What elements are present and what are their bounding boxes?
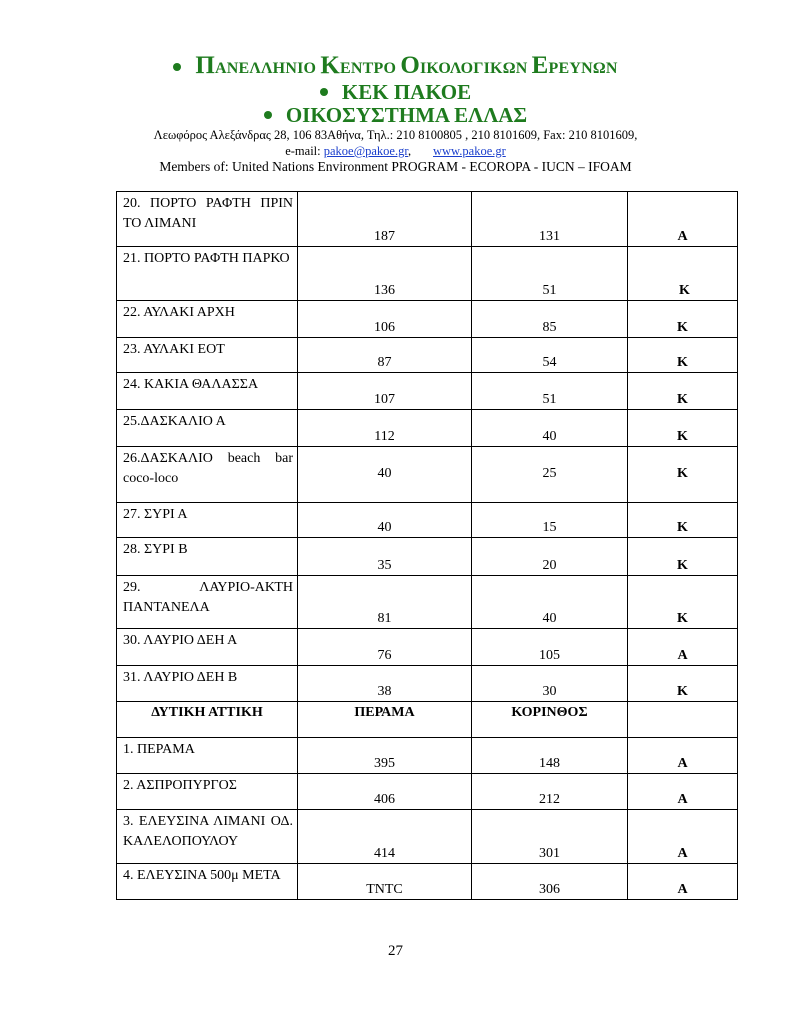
classification-cell bbox=[628, 503, 738, 538]
bullet-icon bbox=[173, 63, 181, 71]
page-number: 27 bbox=[388, 943, 403, 959]
classification-text: Κ bbox=[677, 466, 688, 481]
value-2-cell bbox=[472, 192, 628, 247]
value-1-cell bbox=[298, 192, 472, 247]
location-name-text: 21. ΠΟΡΤΟ ΡΑΦΤΗ ΠΑΡΚΟ bbox=[123, 251, 290, 266]
table-row bbox=[117, 666, 738, 702]
value-2-cell bbox=[472, 576, 628, 629]
value-2-cell bbox=[472, 738, 628, 774]
classification-text: Κ bbox=[677, 520, 688, 535]
value-1-text: 112 bbox=[374, 429, 395, 444]
location-name-text: 4. ΕΛΕΥΣΙΝΑ 500μ ΜΕΤΑ bbox=[123, 868, 281, 883]
location-name-text: 22. ΑΥΛΑΚΙ ΑΡΧΗ bbox=[123, 305, 235, 320]
location-name-cell bbox=[117, 192, 298, 247]
ecosystem-title: ΟΙΚΟΣΥΣΤΗΜΑ ΕΛΛΑΣ bbox=[285, 103, 528, 127]
table-row bbox=[117, 864, 738, 900]
location-name-cell bbox=[117, 774, 298, 810]
location-name-cell bbox=[117, 629, 298, 666]
location-name-cell bbox=[117, 447, 298, 503]
kek-title: ΚΕΚ ΠΑΚΟΕ bbox=[341, 80, 472, 104]
location-name-text: 2. ΑΣΠΡΟΠΥΡΓΟΣ bbox=[123, 778, 237, 793]
classification-text: Α bbox=[677, 846, 688, 861]
table-row bbox=[117, 447, 738, 503]
section-header-row bbox=[117, 702, 738, 738]
value-2-cell bbox=[472, 538, 628, 576]
table-row bbox=[117, 738, 738, 774]
email-separator: , bbox=[408, 144, 412, 158]
value-2-text: 212 bbox=[539, 792, 560, 807]
classification-cell bbox=[628, 738, 738, 774]
value-2-text: 15 bbox=[542, 520, 557, 535]
location-name-cell bbox=[117, 666, 298, 702]
classification-cell bbox=[628, 373, 738, 410]
classification-text: Κ bbox=[677, 429, 688, 444]
value-2-cell bbox=[472, 410, 628, 447]
value-1-text: 81 bbox=[377, 611, 392, 626]
section-col1-header: ΠΕΡΑΜΑ bbox=[298, 702, 472, 738]
value-2-cell bbox=[472, 629, 628, 666]
classification-cell bbox=[628, 338, 738, 373]
bullet-icon bbox=[264, 111, 272, 119]
section-title: ΔΥΤΙΚΗ ΑΤΤΙΚΗ bbox=[117, 702, 298, 738]
bullet-icon bbox=[320, 88, 328, 96]
contact-line bbox=[0, 144, 791, 159]
table-row bbox=[117, 338, 738, 373]
value-2-cell bbox=[472, 301, 628, 338]
value-1-cell bbox=[298, 864, 472, 900]
classification-text: Α bbox=[677, 756, 688, 771]
org-name-part: ΕΝΤΡΟ bbox=[340, 60, 401, 77]
classification-text: Κ bbox=[677, 558, 688, 573]
value-2-text: 51 bbox=[542, 392, 557, 407]
classification-text: Α bbox=[677, 792, 688, 807]
value-1-text: 35 bbox=[377, 558, 392, 573]
value-2-text: 25 bbox=[542, 466, 557, 481]
location-name-cell bbox=[117, 538, 298, 576]
classification-cell bbox=[628, 192, 738, 247]
value-2-cell bbox=[472, 247, 628, 301]
value-1-cell bbox=[298, 576, 472, 629]
classification-text: Α bbox=[677, 229, 688, 244]
location-name-cell bbox=[117, 301, 298, 338]
value-2-cell bbox=[472, 338, 628, 373]
table-row bbox=[117, 373, 738, 410]
classification-cell bbox=[628, 247, 738, 301]
classification-cell bbox=[628, 410, 738, 447]
location-name-text: 31. ΛΑΥΡΙΟ ΔΕΗ Β bbox=[123, 670, 238, 685]
value-1-cell bbox=[298, 410, 472, 447]
table-row bbox=[117, 192, 738, 247]
value-2-cell bbox=[472, 864, 628, 900]
table-row bbox=[117, 538, 738, 576]
value-1-cell bbox=[298, 301, 472, 338]
classification-cell bbox=[628, 864, 738, 900]
value-1-cell bbox=[298, 666, 472, 702]
location-name-text: 1. ΠΕΡΑΜΑ bbox=[123, 742, 195, 757]
members-line: Members of: United Nations Environment PROGRAM - ECOROPA - IUCN – IFOAM bbox=[159, 159, 632, 174]
value-2-text: 30 bbox=[542, 684, 557, 699]
address-line: Λεωφόρος Αλεξάνδρας 28, 106 83Αθήνα, Τηλ.: 210 8100805 , 210 8101609, Fax: 210 8101609, bbox=[153, 128, 638, 142]
org-name-heading bbox=[0, 52, 791, 80]
location-name-text: 25.ΔΑΣΚΑΛΙΟ Α bbox=[123, 414, 226, 429]
classification-text: Α bbox=[677, 882, 688, 897]
location-name-text: 24. ΚΑΚΙΑ ΘΑΛΑΣΣΑ bbox=[123, 377, 259, 392]
value-2-cell bbox=[472, 774, 628, 810]
classification-cell bbox=[628, 576, 738, 629]
table-row bbox=[117, 410, 738, 447]
ecosystem-heading bbox=[0, 103, 791, 128]
value-2-text: 54 bbox=[542, 355, 557, 370]
value-1-cell bbox=[298, 538, 472, 576]
value-2-text: 301 bbox=[539, 846, 560, 861]
value-1-text: 136 bbox=[374, 283, 395, 298]
value-1-text: 107 bbox=[374, 392, 395, 407]
value-1-text: 406 bbox=[374, 792, 395, 807]
value-2-text: 131 bbox=[539, 229, 560, 244]
value-1-text: 106 bbox=[374, 320, 395, 335]
location-name-cell bbox=[117, 503, 298, 538]
table-row bbox=[117, 301, 738, 338]
value-1-cell bbox=[298, 738, 472, 774]
value-2-text: 51 bbox=[542, 283, 557, 298]
classification-text: Κ bbox=[677, 611, 688, 626]
value-1-text: 414 bbox=[374, 846, 395, 861]
org-name-cap: Ο bbox=[400, 52, 420, 79]
email-label: e-mail: bbox=[285, 144, 324, 158]
section-col2-header: ΚΟΡΙΝΘΟΣ bbox=[472, 702, 628, 738]
location-name-cell bbox=[117, 738, 298, 774]
location-name-text: 3. ΕΛΕΥΣΙΝΑ ΛΙΜΑΝΙ ΟΔ. ΚΑΛΕΛΟΠΟΥΛΟΥ bbox=[123, 814, 293, 849]
value-1-cell bbox=[298, 247, 472, 301]
email-link[interactable]: pakoe@pakoe.gr bbox=[323, 144, 408, 158]
location-name-text: 27. ΣΥΡΙ Α bbox=[123, 507, 188, 522]
table-row bbox=[117, 774, 738, 810]
org-name-part: ΡΕΥΝΩΝ bbox=[548, 60, 618, 77]
value-1-text: TNTC bbox=[366, 882, 403, 897]
value-2-text: 105 bbox=[539, 648, 560, 663]
value-1-cell bbox=[298, 629, 472, 666]
website-link[interactable]: www.pakoe.gr bbox=[433, 144, 506, 158]
kek-heading bbox=[0, 80, 791, 105]
value-2-text: 40 bbox=[542, 429, 557, 444]
value-1-text: 40 bbox=[377, 520, 392, 535]
classification-cell bbox=[628, 301, 738, 338]
location-name-text: 28. ΣΥΡΙ Β bbox=[123, 542, 188, 557]
location-name-cell bbox=[117, 247, 298, 301]
org-name-part: ΑΝΕΛΛΗΝΙΟ bbox=[214, 60, 321, 77]
location-name-text: 26.ΔΑΣΚΑΛΙΟ beach bar coco-loco bbox=[123, 451, 293, 486]
org-name-cap: Π bbox=[195, 52, 215, 79]
classification-text: Α bbox=[677, 648, 688, 663]
value-1-text: 40 bbox=[377, 466, 392, 481]
value-2-cell bbox=[472, 447, 628, 503]
table-row bbox=[117, 503, 738, 538]
classification-cell bbox=[628, 447, 738, 503]
location-name-cell bbox=[117, 373, 298, 410]
value-2-text: 85 bbox=[542, 320, 557, 335]
location-name-text: 29. ΛΑΥΡΙΟ-ΑΚΤΗ ΠΑΝΤΑΝΕΛΑ bbox=[123, 580, 293, 615]
location-name-text: 30. ΛΑΥΡΙΟ ΔΕΗ Α bbox=[123, 633, 238, 648]
value-2-cell bbox=[472, 666, 628, 702]
value-2-cell bbox=[472, 503, 628, 538]
value-2-text: 20 bbox=[542, 558, 557, 573]
classification-cell bbox=[628, 810, 738, 864]
classification-text: Κ bbox=[679, 283, 690, 298]
value-2-text: 148 bbox=[539, 756, 560, 771]
measurements-table bbox=[116, 191, 738, 900]
classification-cell bbox=[628, 538, 738, 576]
classification-cell bbox=[628, 629, 738, 666]
value-1-cell bbox=[298, 810, 472, 864]
classification-cell bbox=[628, 774, 738, 810]
value-1-cell bbox=[298, 503, 472, 538]
location-name-cell bbox=[117, 810, 298, 864]
org-name-part: ΙΚΟΛΟΓΙΚΩΝ bbox=[420, 60, 532, 77]
value-2-text: 40 bbox=[542, 611, 557, 626]
value-1-cell bbox=[298, 774, 472, 810]
table-row bbox=[117, 247, 738, 301]
value-1-text: 76 bbox=[377, 648, 392, 663]
table-row bbox=[117, 576, 738, 629]
value-1-text: 87 bbox=[377, 355, 392, 370]
classification-text: Κ bbox=[677, 320, 688, 335]
value-2-text: 306 bbox=[539, 882, 560, 897]
value-1-cell bbox=[298, 373, 472, 410]
value-1-text: 38 bbox=[377, 684, 392, 699]
location-name-cell bbox=[117, 864, 298, 900]
value-2-cell bbox=[472, 810, 628, 864]
location-name-cell bbox=[117, 410, 298, 447]
value-1-text: 187 bbox=[374, 229, 395, 244]
classification-text: Κ bbox=[677, 355, 688, 370]
section-col3-header bbox=[628, 702, 738, 738]
value-1-cell bbox=[298, 338, 472, 373]
value-2-cell bbox=[472, 373, 628, 410]
location-name-text: 23. ΑΥΛΑΚΙ ΕΟΤ bbox=[123, 342, 225, 357]
org-name-cap: Κ bbox=[320, 52, 341, 79]
org-name-cap: Ε bbox=[531, 52, 549, 79]
classification-text: Κ bbox=[677, 392, 688, 407]
classification-text: Κ bbox=[677, 684, 688, 699]
location-name-cell bbox=[117, 576, 298, 629]
location-name-cell bbox=[117, 338, 298, 373]
classification-cell bbox=[628, 666, 738, 702]
value-1-text: 395 bbox=[374, 756, 395, 771]
table-row bbox=[117, 810, 738, 864]
table-row bbox=[117, 629, 738, 666]
location-name-text: 20. ΠΟΡΤΟ ΡΑΦΤΗ ΠΡΙΝ ΤΟ ΛΙΜΑΝΙ bbox=[123, 196, 293, 231]
value-1-cell bbox=[298, 447, 472, 503]
